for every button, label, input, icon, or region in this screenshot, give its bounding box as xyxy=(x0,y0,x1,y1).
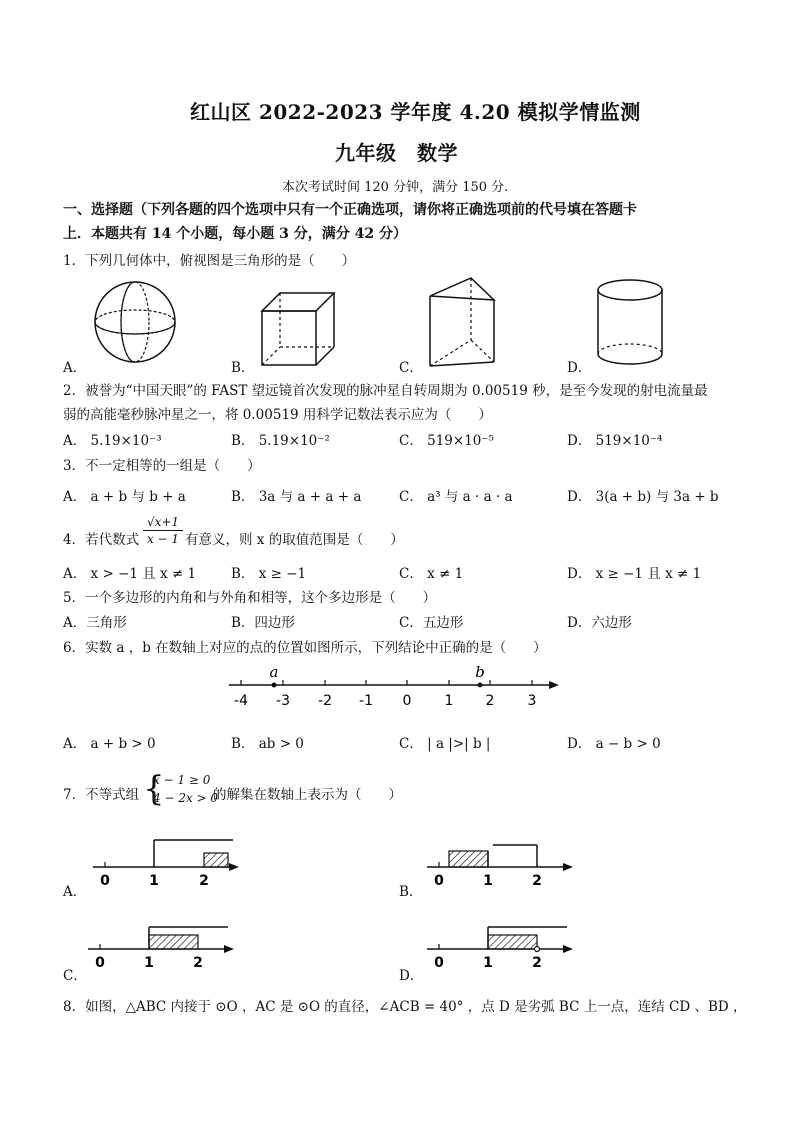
q7-b-tick-label: 1 xyxy=(483,873,493,889)
q4-option-d[interactable]: D． x ≥ −1 且 x ≠ 1 xyxy=(567,566,702,582)
q6-option-c[interactable]: C． | a |>| b | xyxy=(399,736,491,752)
q2-option-a[interactable]: A． 5.19×10⁻³ xyxy=(63,433,162,449)
q7-stem-prefix: 7．不等式组 xyxy=(63,787,140,803)
q6-option-a[interactable]: A． a + b > 0 xyxy=(63,736,156,752)
q5-option-d[interactable]: D．六边形 xyxy=(567,615,632,631)
q6-stem: 6．实数 a ，b 在数轴上对应的点的位置如图所示，下列结论中正确的是（ ） xyxy=(63,640,547,656)
q6-tick-label: 3 xyxy=(527,693,537,709)
q7-option-a[interactable]: A． xyxy=(63,884,87,900)
q1-option-c[interactable]: C． xyxy=(399,360,423,376)
q7-option-a-number-line xyxy=(93,835,243,890)
q7-option-b-number-line xyxy=(427,835,577,890)
q1-sphere-figure xyxy=(92,280,182,370)
q6-tick-label: 1 xyxy=(444,693,454,709)
page-title: 红山区 2022-2023 学年度 4.20 模拟学情监测 xyxy=(190,100,641,124)
q1-prism-figure xyxy=(426,276,506,371)
q4-stem-prefix: 4．若代数式 xyxy=(63,532,140,548)
q7-d-tick-label: 2 xyxy=(532,955,542,971)
q6-tick-label: -3 xyxy=(276,693,290,709)
q6-tick-label: -1 xyxy=(359,693,373,709)
q1-option-b[interactable]: B． xyxy=(231,360,255,376)
section-heading-line2: 上．本题共有 14 个小题，每小题 3 分，满分 42 分） xyxy=(63,226,407,242)
q5-stem: 5．一个多边形的内角和与外角和相等，这个多边形是（ ） xyxy=(63,590,437,606)
q8-stem: 8．如图，△ABC 内接于 ⊙O ，AC 是 ⊙O 的直径，∠ACB = 40° ，点 D 是劣弧 BC 上一点，连结 CD 、BD ， xyxy=(63,999,747,1015)
q6-option-b[interactable]: B． ab > 0 xyxy=(231,736,304,752)
q7-b-tick-label: 2 xyxy=(532,873,542,889)
q4-option-c[interactable]: C． x ≠ 1 xyxy=(399,566,464,582)
q6-point-b-label: b xyxy=(475,663,485,681)
q6-tick-label: 0 xyxy=(402,693,412,709)
q7-option-b[interactable]: B． xyxy=(399,884,423,900)
q2-stem-line1: 2．被誉为“中国天眼”的 FAST 望远镜首次发现的脉冲星自转周期为 0.00519 秒，是至今发现的射电流量最 xyxy=(63,383,708,399)
q7-d-tick-label: 1 xyxy=(483,955,493,971)
q2-stem-line2: 弱的高能毫秒脉冲星之一，将 0.00519 用科学记数法表示应为（ ） xyxy=(63,407,492,423)
q6-tick-label: -4 xyxy=(234,693,248,709)
q7-option-d[interactable]: D． xyxy=(399,968,424,984)
q2-option-b[interactable]: B． 5.19×10⁻² xyxy=(231,433,330,449)
q5-option-b[interactable]: B．四边形 xyxy=(231,615,295,631)
q7-c-tick-label: 1 xyxy=(144,955,154,971)
q1-option-a[interactable]: A． xyxy=(63,360,87,376)
q2-option-d[interactable]: D． 519×10⁻⁴ xyxy=(567,433,663,449)
q7-c-tick-label: 0 xyxy=(95,955,105,971)
q6-number-line xyxy=(225,665,565,715)
q7-a-tick-label: 0 xyxy=(100,873,110,889)
q7-a-tick-label: 1 xyxy=(149,873,159,889)
q4-option-b[interactable]: B． x ≥ −1 xyxy=(231,566,307,582)
q7-option-c[interactable]: C． xyxy=(63,968,87,984)
q7-d-tick-label: 0 xyxy=(434,955,444,971)
q4-numerator: √x+1 xyxy=(143,515,183,531)
q7-b-tick-label: 0 xyxy=(434,873,444,889)
q7-a-tick-label: 2 xyxy=(199,873,209,889)
q7-system-brace: { xyxy=(143,769,165,809)
q7-stem-suffix: 的解集在数轴上表示为（ ） xyxy=(213,787,402,803)
q1-cylinder-figure xyxy=(596,278,668,370)
q6-point-a-label: a xyxy=(269,663,279,681)
q3-option-c[interactable]: C． a³ 与 a · a · a xyxy=(399,489,513,505)
q2-option-c[interactable]: C． 519×10⁻⁵ xyxy=(399,433,494,449)
q3-stem: 3．不一定相等的一组是（ ） xyxy=(63,458,261,474)
q6-tick-label: -2 xyxy=(318,693,332,709)
q7-system xyxy=(153,771,218,807)
q7-inequality-1: x − 1 ≥ 0 xyxy=(153,773,211,787)
q4-option-a[interactable]: A． x > −1 且 x ≠ 1 xyxy=(63,566,197,582)
q7-option-d-number-line xyxy=(427,917,577,972)
q6-tick-label: 2 xyxy=(485,693,495,709)
q4-fraction xyxy=(143,515,183,546)
q7-option-c-number-line xyxy=(88,917,238,972)
page-subtitle: 九年级 数学 xyxy=(335,141,458,165)
q1-option-d[interactable]: D． xyxy=(567,360,592,376)
q3-option-a[interactable]: A． a + b 与 b + a xyxy=(63,489,186,505)
q5-option-c[interactable]: C．五边形 xyxy=(399,615,464,631)
q3-option-b[interactable]: B． 3a 与 a + a + a xyxy=(231,489,362,505)
q1-cube-figure xyxy=(258,289,338,369)
q4-stem-suffix: 有意义，则 x 的取值范围是（ ） xyxy=(185,532,404,548)
q7-c-tick-label: 2 xyxy=(193,955,203,971)
exam-note: 本次考试时间 120 分钟，满分 150 分. xyxy=(282,180,509,195)
q3-option-d[interactable]: D． 3(a + b) 与 3a + b xyxy=(567,489,719,505)
section-heading-line1: 一、选择题（下列各题的四个选项中只有一个正确选项，请你将正确选项前的代号填在答题卡 xyxy=(63,202,637,218)
q6-option-d[interactable]: D． a − b > 0 xyxy=(567,736,661,752)
q1-stem: 1．下列几何体中，俯视图是三角形的是（ ） xyxy=(63,253,356,269)
q5-option-a[interactable]: A．三角形 xyxy=(63,615,127,631)
q7-inequality-2: 4 − 2x > 0 xyxy=(153,791,219,805)
q4-denominator: x − 1 xyxy=(146,532,180,546)
